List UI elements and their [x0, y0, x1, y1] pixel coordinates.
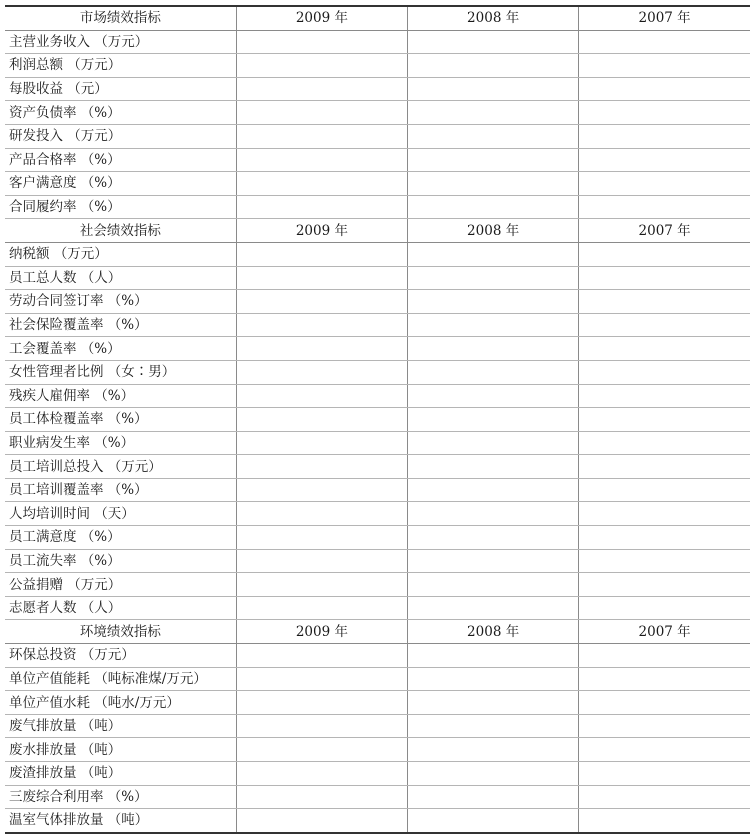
value-cell: [408, 738, 579, 762]
value-cell: [236, 785, 407, 809]
indicator-row: [5, 738, 750, 762]
year-column-header: 2008 年: [408, 6, 579, 30]
indicator-row: [5, 360, 750, 384]
indicator-label: 资产负债率 （%）: [5, 101, 236, 125]
indicator-row: [5, 124, 750, 148]
value-cell: [408, 455, 579, 479]
value-cell: [236, 408, 407, 432]
section-header-row: [5, 620, 750, 644]
value-cell: [408, 172, 579, 196]
value-cell: [236, 809, 407, 833]
indicator-label: 社会保险覆盖率 （%）: [5, 313, 236, 337]
value-cell: [579, 785, 750, 809]
indicator-row: [5, 54, 750, 78]
value-cell: [579, 172, 750, 196]
value-cell: [579, 667, 750, 691]
indicator-row: [5, 667, 750, 691]
value-cell: [579, 195, 750, 219]
value-cell: [579, 762, 750, 786]
indicator-row: [5, 762, 750, 786]
value-cell: [236, 549, 407, 573]
value-cell: [408, 384, 579, 408]
indicator-label: 员工培训覆盖率 （%）: [5, 478, 236, 502]
indicator-label: 女性管理者比例 （女∶男）: [5, 360, 236, 384]
value-cell: [408, 101, 579, 125]
indicator-label: 利润总额 （万元）: [5, 54, 236, 78]
year-column-header: 2009 年: [236, 6, 407, 30]
indicator-row: [5, 101, 750, 125]
indicator-row: [5, 266, 750, 290]
value-cell: [236, 290, 407, 314]
value-cell: [236, 124, 407, 148]
indicator-row: [5, 596, 750, 620]
value-cell: [408, 266, 579, 290]
value-cell: [579, 313, 750, 337]
value-cell: [579, 502, 750, 526]
indicator-row: [5, 502, 750, 526]
indicator-row: [5, 691, 750, 715]
value-cell: [408, 148, 579, 172]
indicator-row: [5, 384, 750, 408]
indicator-row: [5, 30, 750, 54]
value-cell: [579, 266, 750, 290]
value-cell: [408, 408, 579, 432]
value-cell: [236, 384, 407, 408]
indicator-row: [5, 573, 750, 597]
table-body: [5, 6, 750, 833]
value-cell: [408, 762, 579, 786]
indicator-row: [5, 455, 750, 479]
indicator-label: 残疾人雇佣率 （%）: [5, 384, 236, 408]
indicator-row: [5, 242, 750, 266]
value-cell: [579, 384, 750, 408]
value-cell: [408, 809, 579, 833]
section-header-row: [5, 6, 750, 30]
value-cell: [236, 30, 407, 54]
indicator-row: [5, 714, 750, 738]
indicator-label: 单位产值水耗 （吨水/万元）: [5, 691, 236, 715]
indicator-row: [5, 195, 750, 219]
indicator-label: 职业病发生率 （%）: [5, 431, 236, 455]
value-cell: [579, 148, 750, 172]
value-cell: [579, 691, 750, 715]
performance-indicators-table: [5, 5, 750, 834]
value-cell: [408, 431, 579, 455]
value-cell: [236, 455, 407, 479]
indicator-row: [5, 785, 750, 809]
value-cell: [408, 549, 579, 573]
indicator-label: 产品合格率 （%）: [5, 148, 236, 172]
value-cell: [408, 30, 579, 54]
indicator-label: 废渣排放量 （吨）: [5, 762, 236, 786]
indicator-row: [5, 809, 750, 833]
value-cell: [408, 195, 579, 219]
indicator-row: [5, 148, 750, 172]
indicator-label: 志愿者人数 （人）: [5, 596, 236, 620]
value-cell: [579, 573, 750, 597]
value-cell: [579, 242, 750, 266]
indicator-label: 员工培训总投入 （万元）: [5, 455, 236, 479]
value-cell: [236, 502, 407, 526]
value-cell: [236, 313, 407, 337]
value-cell: [408, 667, 579, 691]
value-cell: [579, 478, 750, 502]
indicator-label: 员工满意度 （%）: [5, 526, 236, 550]
value-cell: [579, 431, 750, 455]
value-cell: [408, 478, 579, 502]
value-cell: [236, 148, 407, 172]
indicator-label: 废气排放量 （吨）: [5, 714, 236, 738]
value-cell: [408, 785, 579, 809]
value-cell: [579, 526, 750, 550]
indicator-label: 合同履约率 （%）: [5, 195, 236, 219]
value-cell: [408, 290, 579, 314]
indicator-label: 工会覆盖率 （%）: [5, 337, 236, 361]
value-cell: [579, 30, 750, 54]
value-cell: [236, 360, 407, 384]
value-cell: [408, 691, 579, 715]
indicator-row: [5, 431, 750, 455]
indicator-row: [5, 644, 750, 668]
indicator-label: 员工体检覆盖率 （%）: [5, 408, 236, 432]
value-cell: [408, 526, 579, 550]
indicator-label: 单位产值能耗 （吨标准煤/万元）: [5, 667, 236, 691]
value-cell: [579, 455, 750, 479]
section-title: 社会绩效指标: [5, 219, 236, 243]
section-header-row: [5, 219, 750, 243]
value-cell: [236, 691, 407, 715]
indicator-row: [5, 408, 750, 432]
indicator-label: 员工流失率 （%）: [5, 549, 236, 573]
indicator-row: [5, 313, 750, 337]
value-cell: [236, 762, 407, 786]
value-cell: [579, 644, 750, 668]
value-cell: [408, 54, 579, 78]
value-cell: [579, 408, 750, 432]
value-cell: [236, 242, 407, 266]
indicator-label: 温室气体排放量 （吨）: [5, 809, 236, 833]
year-column-header: 2007 年: [579, 219, 750, 243]
indicator-label: 每股收益 （元）: [5, 77, 236, 101]
value-cell: [236, 526, 407, 550]
value-cell: [579, 124, 750, 148]
indicator-row: [5, 290, 750, 314]
value-cell: [236, 714, 407, 738]
value-cell: [579, 290, 750, 314]
value-cell: [408, 337, 579, 361]
indicator-row: [5, 478, 750, 502]
value-cell: [236, 54, 407, 78]
value-cell: [236, 573, 407, 597]
year-column-header: 2009 年: [236, 620, 407, 644]
indicator-row: [5, 337, 750, 361]
indicator-label: 研发投入 （万元）: [5, 124, 236, 148]
value-cell: [236, 478, 407, 502]
value-cell: [408, 714, 579, 738]
value-cell: [579, 714, 750, 738]
value-cell: [408, 77, 579, 101]
indicator-label: 劳动合同签订率 （%）: [5, 290, 236, 314]
value-cell: [579, 54, 750, 78]
indicator-label: 员工总人数 （人）: [5, 266, 236, 290]
year-column-header: 2009 年: [236, 219, 407, 243]
section-title: 市场绩效指标: [5, 6, 236, 30]
value-cell: [408, 360, 579, 384]
value-cell: [579, 809, 750, 833]
value-cell: [236, 738, 407, 762]
indicator-label: 三废综合利用率 （%）: [5, 785, 236, 809]
indicator-label: 人均培训时间 （天）: [5, 502, 236, 526]
value-cell: [236, 667, 407, 691]
value-cell: [408, 124, 579, 148]
value-cell: [236, 172, 407, 196]
value-cell: [236, 101, 407, 125]
value-cell: [236, 266, 407, 290]
value-cell: [408, 596, 579, 620]
year-column-header: 2008 年: [408, 219, 579, 243]
value-cell: [236, 77, 407, 101]
year-column-header: 2007 年: [579, 6, 750, 30]
performance-indicators-sheet: [5, 5, 750, 834]
value-cell: [579, 596, 750, 620]
indicator-label: 废水排放量 （吨）: [5, 738, 236, 762]
indicator-label: 客户满意度 （%）: [5, 172, 236, 196]
value-cell: [408, 644, 579, 668]
value-cell: [579, 360, 750, 384]
value-cell: [579, 77, 750, 101]
year-column-header: 2007 年: [579, 620, 750, 644]
value-cell: [236, 337, 407, 361]
indicator-label: 主营业务收入 （万元）: [5, 30, 236, 54]
value-cell: [408, 242, 579, 266]
year-column-header: 2008 年: [408, 620, 579, 644]
indicator-row: [5, 526, 750, 550]
indicator-row: [5, 77, 750, 101]
indicator-label: 公益捐赠 （万元）: [5, 573, 236, 597]
value-cell: [408, 573, 579, 597]
value-cell: [579, 101, 750, 125]
value-cell: [236, 596, 407, 620]
value-cell: [408, 313, 579, 337]
indicator-row: [5, 549, 750, 573]
value-cell: [579, 549, 750, 573]
indicator-label: 纳税额 （万元）: [5, 242, 236, 266]
value-cell: [408, 502, 579, 526]
value-cell: [579, 738, 750, 762]
value-cell: [579, 337, 750, 361]
indicator-label: 环保总投资 （万元）: [5, 644, 236, 668]
section-title: 环境绩效指标: [5, 620, 236, 644]
value-cell: [236, 431, 407, 455]
value-cell: [236, 195, 407, 219]
value-cell: [236, 644, 407, 668]
indicator-row: [5, 172, 750, 196]
